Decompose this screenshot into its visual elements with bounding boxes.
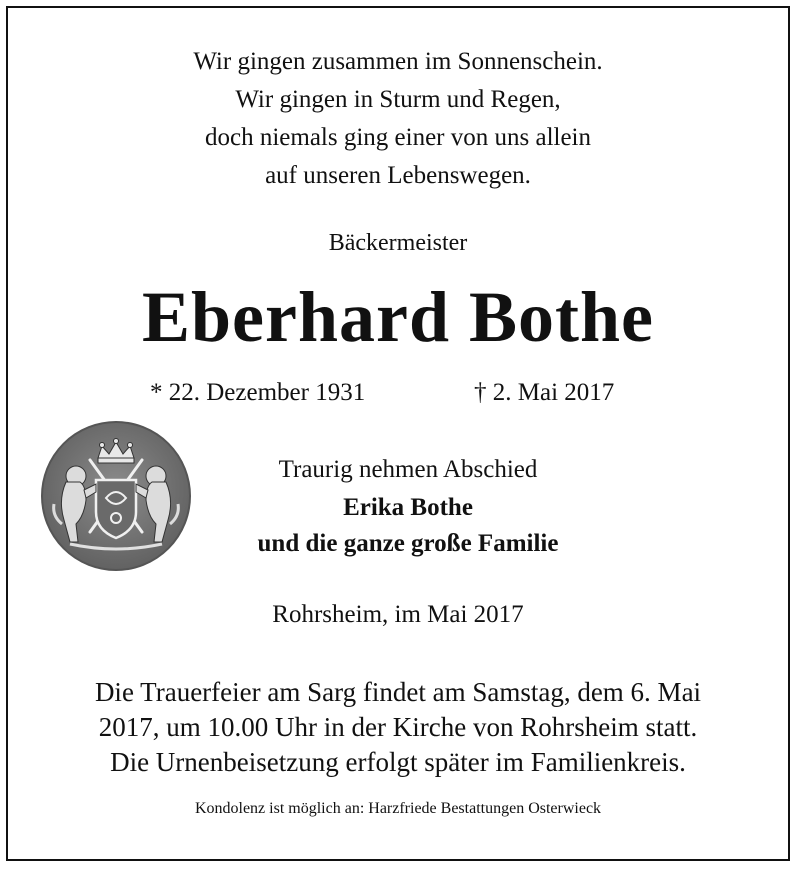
deceased-name: Eberhard Bothe [141,277,655,357]
poem-line: Wir gingen zusammen im Sonnenschein. [193,48,603,75]
obituary-notice [6,6,790,861]
ceremony-info [8,675,788,780]
place-and-date: Rohrsheim, im Mai 2017 [272,601,524,628]
mourner-name: Erika Bothe [343,494,473,521]
birth-date: * 22. Dezember 1931 [150,379,366,406]
poem-line: auf unseren Lebenswegen. [265,162,531,189]
baker-guild-crest-icon [40,420,192,572]
profession: Bäckermeister [328,230,468,256]
ceremony-line: 2017, um 10.00 Uhr in der Kirche von Rohrsheim statt. [98,712,698,742]
poem-line: Wir gingen in Sturm und Regen, [235,86,561,113]
poem [8,43,788,195]
ceremony-line: Die Urnenbeisetzung erfolgt später im Familienkreis. [110,747,686,777]
death-date: † 2. Mai 2017 [474,379,615,406]
poem-line: doch niemals ging einer von uns allein [204,124,592,151]
farewell-intro: Traurig nehmen Abschied [278,456,538,483]
mourner-family: und die ganze große Familie [257,530,559,557]
condolence-note: Kondolenz ist möglich an: Harzfriede Bestattungen Osterwieck [194,800,602,817]
ceremony-line: Die Trauerfeier am Sarg findet am Samstag, dem 6. Mai [94,677,702,707]
